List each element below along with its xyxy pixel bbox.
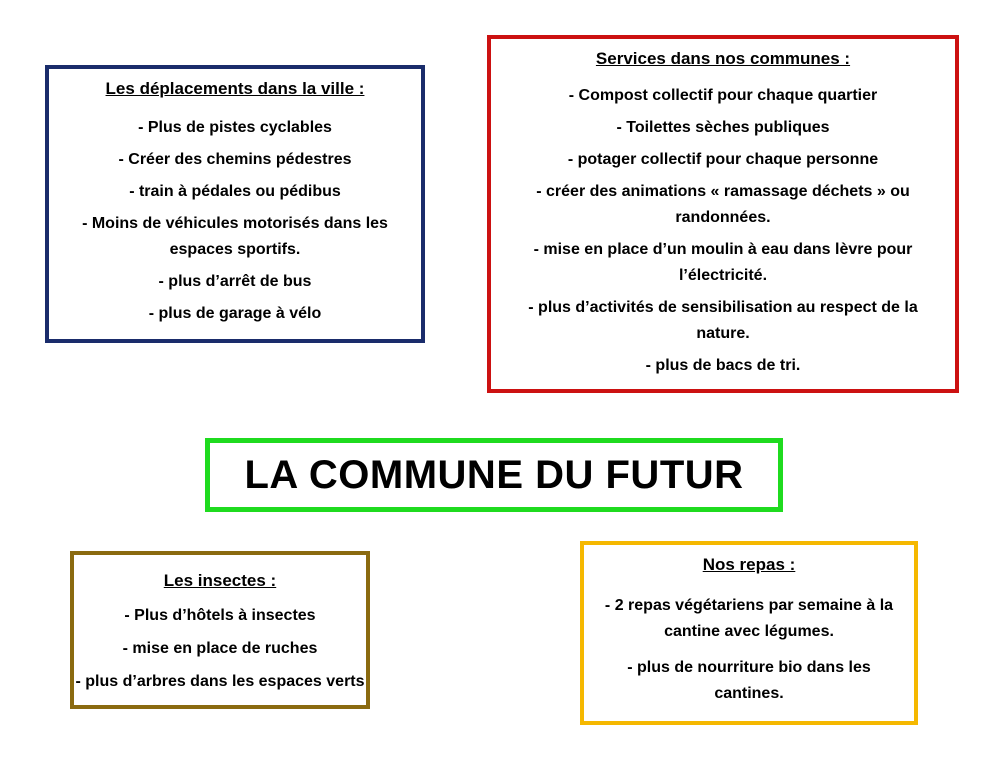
main-title-box <box>205 438 783 512</box>
services-list <box>491 83 955 385</box>
deplacements-title: Les déplacements dans la ville : <box>105 79 365 98</box>
list-item: - plus de garage à vélo <box>148 305 322 322</box>
deplacements-box <box>45 65 425 343</box>
repas-box <box>580 541 918 725</box>
list-item: - plus d’arbres dans les espaces verts <box>75 673 365 690</box>
insectes-box <box>70 551 370 709</box>
list-item: - Plus d’hôtels à insectes <box>124 607 316 624</box>
list-item: - Compost collectif pour chaque quartier <box>568 87 878 104</box>
list-item: - Plus de pistes cyclables <box>138 119 332 136</box>
insectes-list <box>68 603 372 702</box>
page-title: LA COMMUNE DU FUTUR <box>244 452 744 497</box>
repas-list <box>584 593 914 717</box>
list-item: - plus d’activités de sensibilisation au respect de la nature. <box>528 299 918 342</box>
list-item: - 2 repas végétariens par semaine à la cantine avec légumes. <box>604 597 894 640</box>
services-box <box>487 35 959 393</box>
list-item: - Toilettes sèches publiques <box>616 119 830 136</box>
list-item: - Créer des chemins pédestres <box>118 151 352 168</box>
repas-title: Nos repas : <box>702 555 796 574</box>
list-item: - plus de bacs de tri. <box>645 357 801 374</box>
insectes-title: Les insectes : <box>163 571 277 590</box>
list-item: - plus d’arrêt de bus <box>158 273 312 290</box>
list-item: - potager collectif pour chaque personne <box>567 151 879 168</box>
deplacements-list <box>49 115 421 333</box>
list-item: - train à pédales ou pédibus <box>129 183 341 200</box>
list-item: - créer des animations « ramassage déchets » ou randonnées. <box>536 183 910 226</box>
list-item: - mise en place d’un moulin à eau dans lèvre pour l’électricité. <box>533 241 913 284</box>
list-item: - mise en place de ruches <box>122 640 318 657</box>
list-item: - Moins de véhicules motorisés dans les espaces sportifs. <box>82 215 388 258</box>
list-item: - plus de nourriture bio dans les cantines. <box>627 659 871 702</box>
services-title: Services dans nos communes : <box>595 49 851 68</box>
